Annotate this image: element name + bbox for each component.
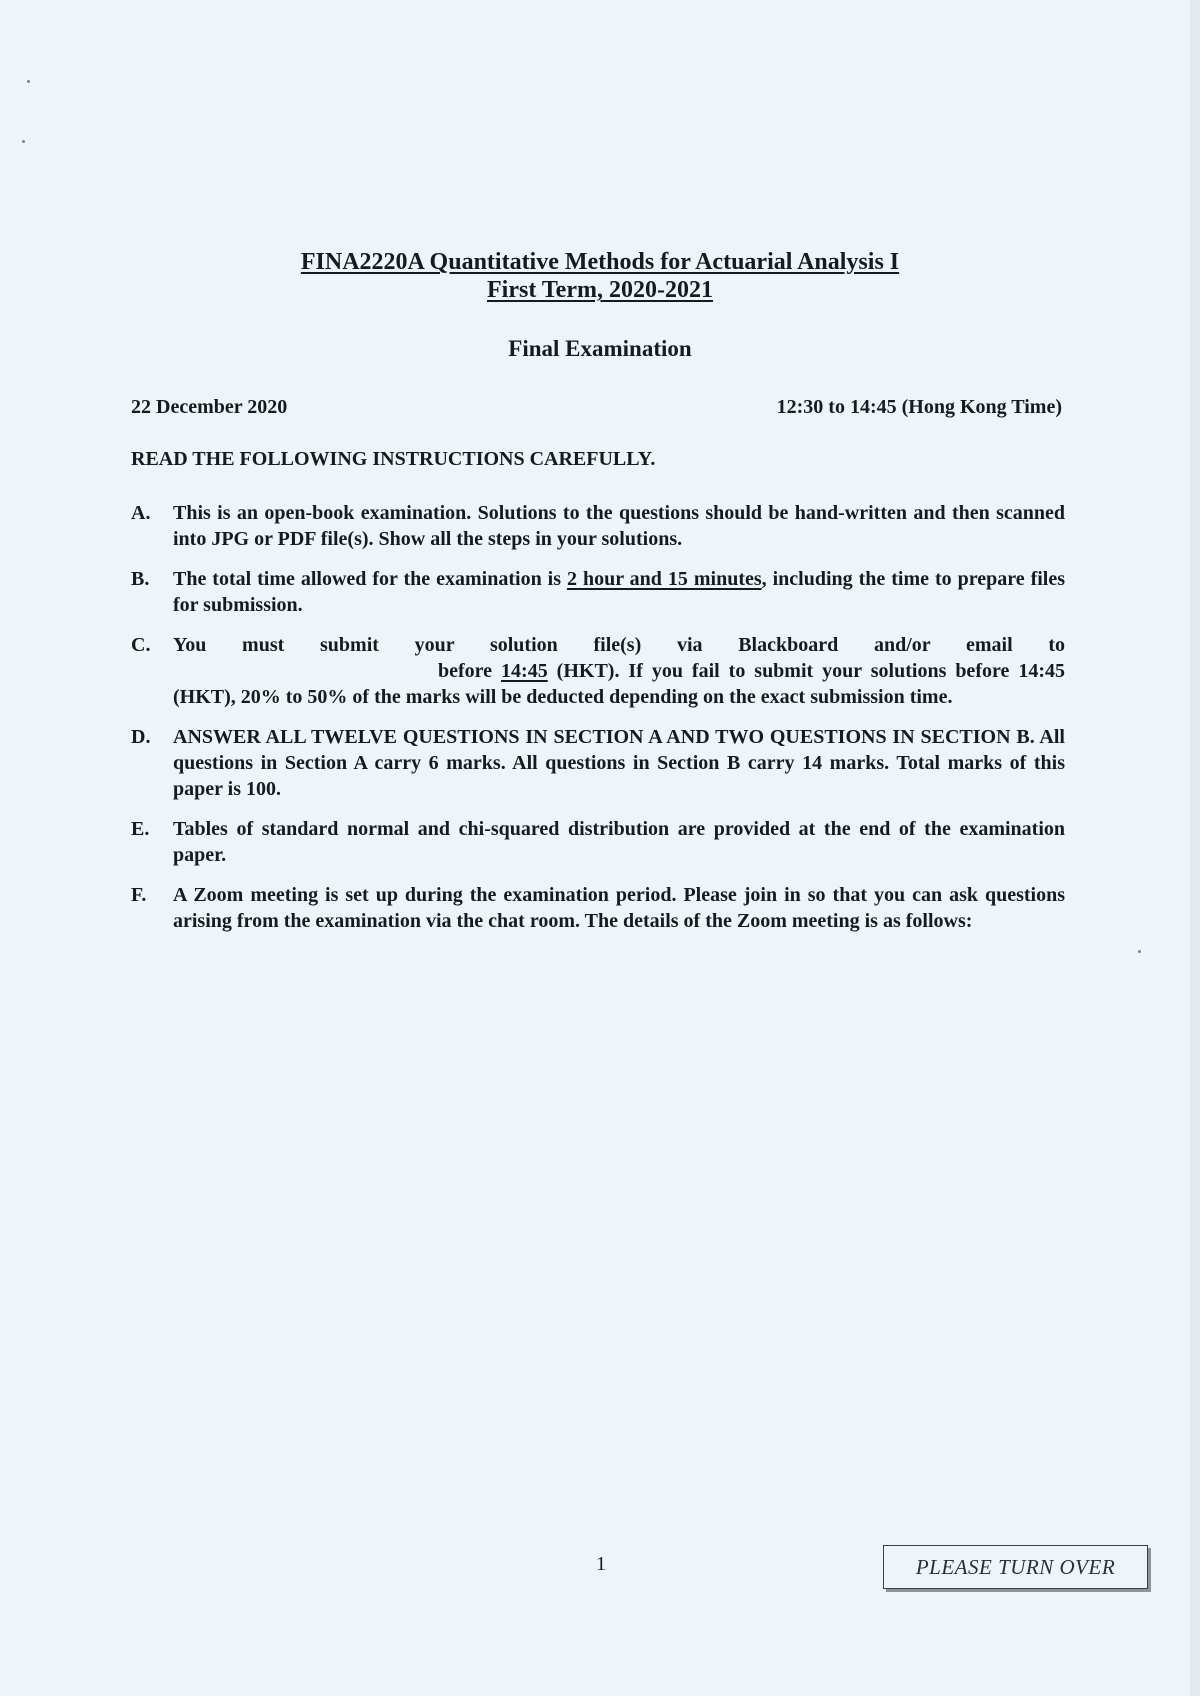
instruction-text: You must submit your solution file(s) via Blackboard and/or email to: [173, 634, 1065, 656]
page-number: 1: [596, 1553, 606, 1575]
instruction-text: ANSWER ALL TWELVE QUESTIONS IN SECTION A AND TWO QUESTIONS IN SECTION B. All questions in Section A carry 6 marks. All questions in Section B carry 14 marks. Total marks of this paper is 100.: [173, 726, 1065, 800]
instruction-text: , including the time to prepare files for submission.: [173, 568, 1066, 616]
exam-header: [100, 248, 1100, 304]
exam-date: 22 December 2020: [131, 396, 288, 418]
instruction-letter: E.: [131, 818, 150, 840]
exam-time: 12:30 to 14:45 (Hong Kong Time): [776, 396, 1062, 418]
instruction-d: [131, 724, 1065, 802]
scan-edge: [1190, 0, 1200, 1696]
scan-speck: [22, 140, 25, 143]
instruction-letter: A.: [131, 502, 151, 524]
term-line: First Term, 2020-2021: [487, 277, 713, 303]
instructions-heading: READ THE FOLLOWING INSTRUCTIONS CAREFULLY.: [131, 448, 656, 470]
please-turn-over-label: PLEASE TURN OVER: [915, 1554, 1116, 1579]
instruction-a: [131, 500, 1065, 552]
instruction-text: This is an open-book examination. Solutions to the questions should be hand-written and then scanned into JPG or PDF file(s). Show all the steps in your solutions.: [173, 502, 1065, 550]
scan-speck: [1138, 950, 1141, 953]
instruction-c: [131, 632, 1065, 710]
deadline-time: 14:45: [501, 660, 548, 682]
instruction-text: (HKT). If you fail to submit your solutions before 14:45 (HKT), 20% to 50% of the marks will be deducted depending on the exact submission time.: [173, 660, 1065, 708]
instructions-list: [131, 500, 1065, 948]
time-allowed: 2 hour and 15 minutes: [566, 568, 762, 590]
instruction-text: Tables of standard normal and chi-squared distribution are provided at the end of the examination paper.: [173, 818, 1065, 866]
instruction-letter: D.: [131, 726, 151, 748]
please-turn-over-box: [883, 1545, 1148, 1589]
scan-speck: [27, 80, 30, 83]
exam-title: Final Examination: [508, 336, 692, 361]
instruction-text: before: [438, 660, 502, 682]
instruction-b: [131, 566, 1065, 618]
instruction-letter: B.: [131, 568, 150, 590]
instruction-letter: C.: [131, 634, 151, 656]
instruction-text: The total time allowed for the examination is: [173, 568, 567, 590]
course-title: FINA2220A Quantitative Methods for Actuarial Analysis I: [300, 249, 900, 275]
instruction-f: [131, 882, 1065, 934]
instruction-e: [131, 816, 1065, 868]
instruction-text: A Zoom meeting is set up during the examination period. Please join in so that you can ask questions arising from the examination via the chat room. The details of the Zoom meeting is as follows:: [173, 884, 1065, 932]
instruction-letter: F.: [131, 884, 147, 906]
exam-date-time: [131, 396, 1062, 419]
